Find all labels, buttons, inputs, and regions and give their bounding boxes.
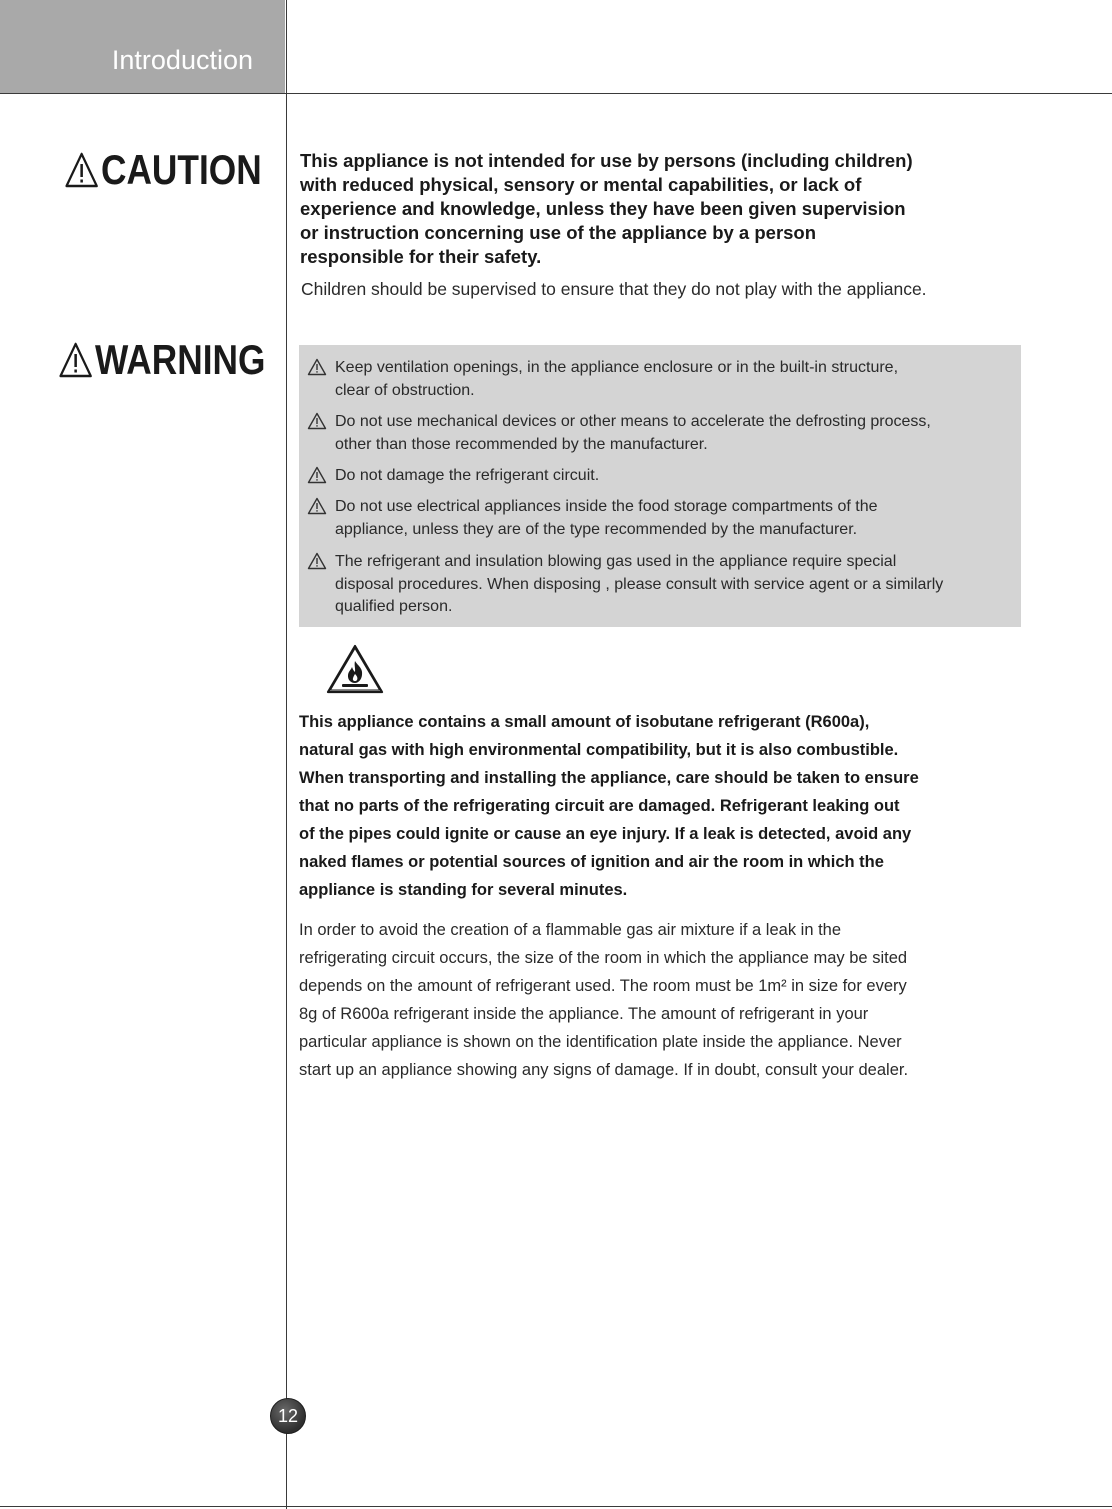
guidance-line: In order to avoid the creation of a flammable gas air mixture if a leak in the: [299, 921, 842, 939]
flammable-refrigerant-warning: [299, 708, 1019, 904]
warning-triangle-icon: [307, 412, 327, 430]
warning-triangle-icon: [307, 466, 327, 484]
warning-item: [307, 551, 1013, 619]
warning-box: [299, 345, 1021, 627]
warning-item-line: Keep ventilation openings, in the appliance enclosure or in the built-in structure,: [335, 359, 899, 376]
warning-item-line: appliance, unless they are of the type recommended by the manufacturer.: [335, 520, 858, 538]
warning-triangle-icon: [307, 552, 327, 570]
warning-triangle-icon: [307, 497, 327, 515]
warning-heading: [58, 336, 265, 384]
flammable-bold-line: This appliance contains a small amount of isobutane refrigerant (R600a),: [299, 713, 870, 731]
flammable-bold-line: that no parts of the refrigerating circuit are damaged. Refrigerant leaking out: [299, 797, 900, 815]
guidance-line: depends on the amount of refrigerant used. The room must be 1m² in size for every: [299, 977, 907, 995]
caution-line: This appliance is not intended for use by persons (including children): [300, 150, 913, 171]
warning-item: [307, 496, 1013, 541]
warning-triangle-icon: [307, 358, 327, 376]
caution-line: with reduced physical, sensory or mental capabilities, or lack of: [300, 174, 862, 195]
flammable-bold-line: appliance is standing for several minutes.: [299, 881, 628, 899]
warning-label: WARNING: [94, 336, 266, 383]
caution-line: experience and knowledge, unless they have been given supervision: [300, 198, 906, 219]
caution-label: CAUTION: [100, 146, 262, 193]
page-number: 12: [270, 1398, 306, 1434]
flammable-bold-line: of the pipes could ignite or cause an eye injury. If a leak is detected, avoid any: [299, 825, 912, 843]
flammable-warning-icon: [325, 643, 385, 695]
footer-divider: [0, 1506, 1112, 1507]
warning-item-line: qualified person.: [335, 598, 453, 615]
warning-item-line: The refrigerant and insulation blowing gas used in the appliance require special: [335, 553, 897, 570]
room-size-guidance: [299, 916, 1019, 1084]
caution-statement: [300, 149, 1020, 269]
flammable-bold-line: When transporting and installing the appliance, care should be taken to ensure: [299, 769, 919, 787]
caution-line: responsible for their safety.: [300, 246, 542, 267]
caution-line: or instruction concerning use of the appliance by a person: [300, 222, 817, 243]
warning-triangle-icon: [58, 341, 93, 379]
guidance-line: particular appliance is shown on the identification plate inside the appliance. Never: [299, 1033, 902, 1051]
warning-item-line: disposal procedures. When disposing , please consult with service agent or a similarly: [335, 575, 944, 593]
warning-item-line: Do not use electrical appliances inside the food storage compartments of the: [335, 498, 878, 515]
warning-item-line: clear of obstruction.: [335, 381, 475, 399]
guidance-line: start up an appliance showing any signs of damage. If in doubt, consult your dealer.: [299, 1061, 909, 1079]
warning-item-line: Do not use mechanical devices or other means to accelerate the defrosting process,: [335, 413, 931, 430]
guidance-line: 8g of R600a refrigerant inside the appliance. The amount of refrigerant in your: [299, 1005, 869, 1023]
column-divider: [286, 0, 287, 1509]
warning-item: [307, 465, 1013, 488]
warning-item: [307, 357, 1013, 402]
children-supervision-note: Children should be supervised to ensure that they do not play with the appliance.: [301, 279, 927, 299]
flammable-bold-line: natural gas with high environmental compatibility, but it is also combustible.: [299, 741, 899, 759]
warning-item: [307, 411, 1013, 456]
section-title: Introduction: [111, 45, 253, 75]
flammable-bold-line: naked flames or potential sources of ignition and air the room in which the: [299, 853, 884, 871]
warning-item-line: Do not damage the refrigerant circuit.: [335, 467, 600, 484]
caution-heading: [64, 146, 262, 194]
warning-triangle-icon: [64, 151, 99, 189]
guidance-line: refrigerating circuit occurs, the size of the room in which the appliance may be sited: [299, 949, 908, 967]
warning-item-line: other than those recommended by the manufacturer.: [335, 435, 708, 453]
header-divider: [0, 93, 1112, 94]
section-tab: [0, 0, 285, 93]
